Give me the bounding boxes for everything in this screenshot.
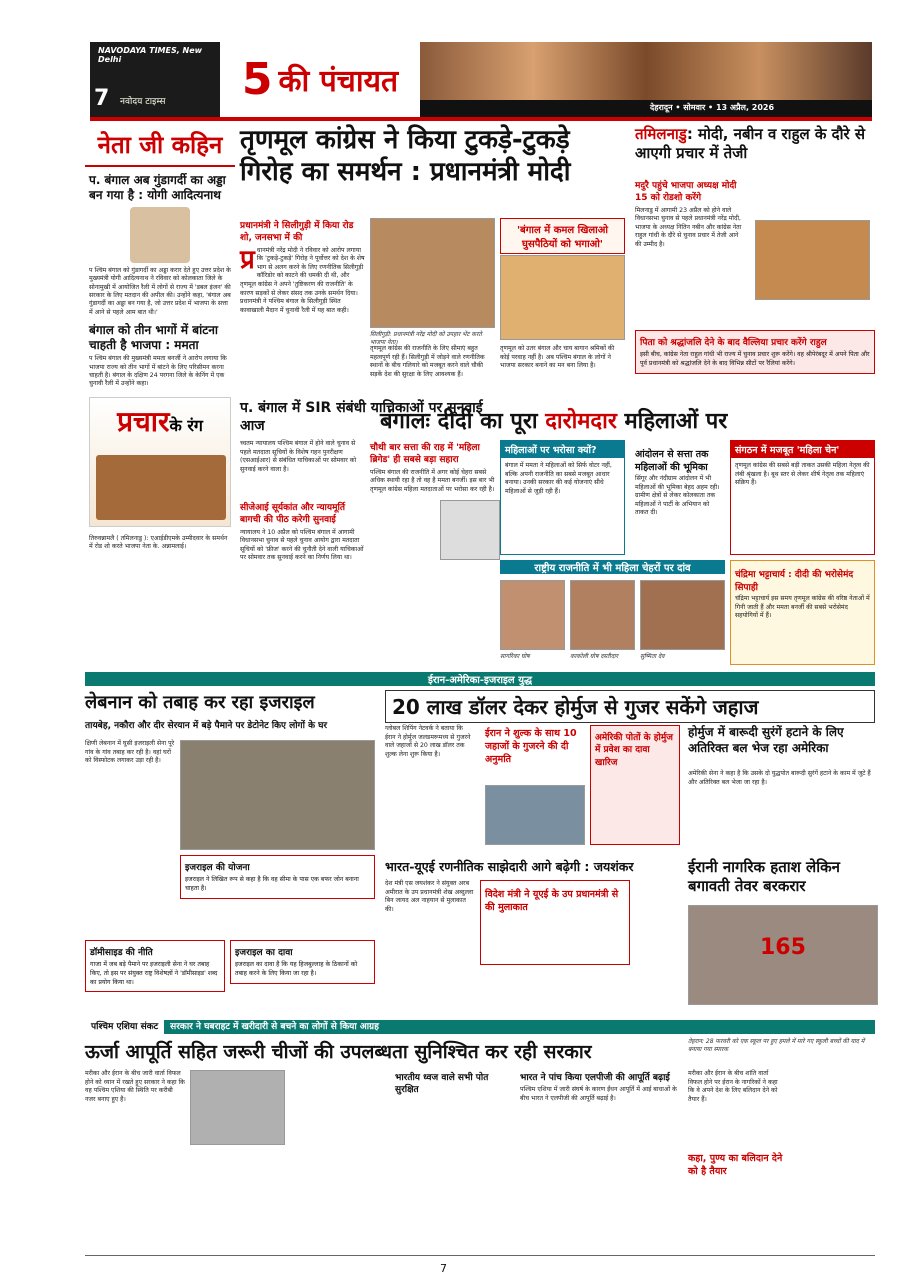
page-bottom-rule [85, 1255, 875, 1256]
dropcap: प्र [240, 244, 255, 275]
us-claim-title: अमेरिकी पोतों के होर्मुज में प्रवेश का दावा खारिज [595, 733, 673, 768]
box-chain-title: संगठन में मजबूत 'महिला चेन' [731, 441, 874, 458]
quote-box: 'बंगाल में कमल खिलाओ घुसपैठियों को भगाओ' [500, 218, 625, 254]
masthead-stripe [90, 117, 872, 121]
national-women-bar: राष्ट्रीय राजनीति में भी महिला चेहरों पर दांव [500, 560, 725, 574]
box-trust-title: महिलाओं पर भरोसा क्यों? [501, 441, 624, 458]
israel-plan-title: इजराइल की योजना [185, 863, 250, 873]
tamilnadu-subhead: मदुरै पहुंचे भाजपा अध्यक्ष मोदी 15 को रोडशो करेंगे [635, 181, 737, 204]
edition-date: देहरादून • सोमवार • 13 अप्रैल, 2026 [650, 103, 775, 112]
roadshow-photo [96, 455, 226, 520]
energy-col-3 [520, 1070, 685, 1104]
box-chain-text: तृणमूल कांग्रेस की सबसे बड़ी ताकत उसकी महिला नेतृत्व की लंबी श्रृंखला है। बूथ स्तर से लेकर शीर्ष नेतृत्व तक महिलाएं सक्रिय हैं। [735, 462, 870, 487]
section-title-number: 5 [241, 53, 273, 105]
bengal-headline-highlight: दारोमदार [545, 409, 617, 434]
masthead [90, 42, 872, 117]
bengal-headline-a: बंगालः दीदी का पूरा [380, 409, 546, 434]
israel-claim-title: इजराइल का दावा [235, 948, 293, 958]
jaishankar-box [480, 880, 630, 965]
quote-text: तृणमूल को उतर बंगाल और चाय बागान श्रमिकों की कोई परवाह नहीं है। अब पश्चिम बंगाल के लोगों ने भाजपा सरकार बनाने का मन बना लिया है। [500, 345, 615, 370]
masthead-photo-strip [420, 42, 872, 100]
box-trust-text: बंगाल में ममता ने महिलाओं को सिर्फ वोटर नहीं, बल्कि अपनी राजनीति का सबसे मजबूत आधार बनाया। उनकी सरकार की कई योजनाएं सीधे महिलाओं से जुड़ी रही हैं। [505, 462, 612, 495]
sir-subhead: सीजेआई सूर्यकांत और न्यायमूर्ति बागची की पीठ करेगी सुनवाई [240, 503, 345, 526]
paper-name: NAVODAYA TIMES, New Delhi [98, 46, 203, 64]
hormuz-subhead: ईरान ने शुल्क के साथ 10 जहाजों के गुजरने की दी अनुमति [485, 728, 577, 766]
main-col-2: तृणमूल कांग्रेस की राजनीति के लिए सीमाएं बहुत महत्वपूर्ण रही हैं। सिलीगुड़ी में जोड़ने वाले रणनीतिक स्थानों के बीच गलियारे को मजबूत करने वाले चौकी सड़कें देश की सुरक्षा के लिए आवश्यक हैं। [370, 345, 485, 378]
israel-claim-box [230, 940, 375, 984]
rahul-text: इसी बीच, कांग्रेस नेता राहुल गांधी भी राज्य में चुनाव प्रचार शुरू करेंगे। वह श्रीपेरंबदूर में अपने पिता और पूर्व प्रधानमंत्री को श्रद्धांजलि देने के बाद विभिन्न सीटों पर रैलियां करेंगे। [640, 351, 870, 367]
neta-ji-sidebar [85, 124, 235, 664]
mines-text: अमेरिकी सेना ने कहा है कि उसके दो युद्धपोत बारूदी सुरंगें हटाने के काम में जुटे हैं और अतिरिक्त बल भेजा जा रहा है। [688, 770, 871, 786]
chandrima-text: चंद्रिमा भट्टाचार्य इस समय तृणमूल कांग्रेस की वरिष्ठ नेताओं में गिनी जाती हैं और ममता बनर्जी की सबसे भरोसेमंद सहयोगियों में हैं। [735, 595, 870, 620]
india-uae-text: देश मंत्री एस जयशंकर ने संयुक्त अरब अमीरात के उप प्रधानमंत्री शेख अब्दुल्ला बिन जायद अल नाहयान से मुलाकात की। [385, 880, 474, 913]
lebanon-photo [180, 740, 375, 850]
leaders-photo [755, 220, 870, 300]
newspaper-page [20, 0, 889, 1286]
name-sagarika: सागरिका घोष [500, 653, 530, 660]
sidebar-text-2: प श्चिम बंगाल की मुख्यमंत्री ममता बनर्जी ने आरोप लगाया कि भाजपा राज्य को तीन भागों में बांटने के लिए परिसीमन करना चाहती है। बंगाल के दक्षिण 24 परगना जिले के केनिंग में एक चुनावी रैली में उन्होंने कहा। [89, 355, 227, 388]
sidebar-heading: नेता जी कहिन [85, 124, 235, 167]
prachar-caption: तिरुवन्नामलै ( तमिलनाडु ): एआईडीएमके उम्मीदवार के समर्थन में रोड शो करते भाजपा नेता के. अन्नामलाई। [89, 534, 228, 550]
israel-plan-text: इजराइल ने लिखित रूप से कहा है कि वह सीमा के पास एक बफर जोन बनाना चाहता है। [185, 876, 359, 892]
name-kakoli: काकोली घोष दस्तीदार [570, 653, 619, 660]
israel-claim-text: इजराइल का दावा है कि यह हिजबुल्लाह के ठिकानों को तबाह करने के लिए किया जा रहा है। [235, 961, 358, 977]
bengal-headline [380, 405, 880, 435]
tamilnadu-headline [635, 125, 880, 163]
lpg-subhead: भारत ने पांच किया एलपीजी की आपूर्ति बढ़ाई [520, 1073, 670, 1083]
folio: 7 [440, 1262, 447, 1275]
bottom-bar [85, 1020, 875, 1034]
bengal-text-1: पश्चिम बंगाल की राजनीति में अगर कोई चेहरा सबसे अधिक स्थायी रहा है तो वह है ममता बनर्जी। इस बार भी तृणमूल कांग्रेस महिला मतदाताओं पर भरोसा कर रही है। [370, 468, 495, 493]
quote-photo [500, 255, 625, 340]
bengal-headline-c: महिलाओं पर [616, 409, 728, 434]
kakoli-photo [570, 580, 635, 650]
lpg-text: पश्चिम एशिया में जारी संघर्ष के कारण ईंधन आपूर्ति में आई बाधाओं के बीच भारत ने एलपीजी की आपूर्ति बढ़ाई है। [520, 1086, 677, 1102]
chandrima-box [730, 560, 875, 665]
tamilnadu-text: मिलनाडु में आगामी 23 अप्रैल को होने वाले विधानसभा चुनाव से पहले प्रधानमंत्री नरेंद्र मोदी, भाजपा के अध्यक्ष नितिन नबीन और कांग्रेस नेता राहुल गांधी के दौरे से चुनाव प्रचार में तेजी आने की उम्मीद है। [635, 206, 742, 248]
sidebar-headline-2: बंगाल को तीन भागों में बांटना चाहती है भाजपा : ममता [89, 323, 219, 353]
hormuz-headline: 20 लाख डॉलर देकर होर्मुज से गुजर सकेंगे जहाज [385, 690, 875, 723]
war-section-bar: ईरान-अमेरिका-इजराइल युद्ध [85, 672, 875, 686]
name-sushmita: सुष्मिता देव [640, 653, 665, 660]
sir-sub-block [240, 500, 365, 563]
main-col-1 [240, 218, 365, 315]
tehran-caption: तेहरान: 28 फरवरी को एक स्कूल पर हुए हमले में मारे गए स्कूली बच्चों की याद में बनाया गया स्मारक [688, 1038, 865, 1053]
sir-headline: प. बंगाल में SIR संबंधी याचिकाओं पर सुनवाई आज [240, 400, 483, 434]
box-role [630, 440, 725, 555]
lebanon-text: क्षिणी लेबनान में घुसी इजराइली सेना पूरे गांव के गांव तबाह कर रही है। वहां घरों को विस्फोटक लगाकर उड़ा रही है। [85, 740, 175, 765]
modi-roadshow-photo [370, 218, 495, 328]
modi-photo-caption: सिलीगुड़ी: प्रधानमंत्री नरेंद्र मोदी को उपहार भेंट करते भाजपा नेता। [370, 331, 482, 346]
iran-sacrifice-text: मरीका और ईरान के बीच शांति वार्ता विफल होने पर ईरान के नागरिकों ने कहा कि वे अपने देश के लिए बलिदान देने को तैयार हैं। [688, 1070, 778, 1103]
box-role-text: सिंगूर और नंदीग्राम आंदोलन में भी महिलाओं की भूमिका बेहद अहम रही। ग्रामीण क्षेत्रों से लेकर कोलकाता तक महिलाओं ने पार्टी के अभियान को ताकत दी। [635, 475, 720, 517]
fuel-photo [190, 1070, 285, 1145]
main-col-1-text: धानमंत्री नरेंद्र मोदी ने रविवार को आरोप लगाया कि 'टुकड़े-टुकड़े' गिरोह ने पूर्वोत्तर को देश के शेष भाग से अलग करने के लिए रणनीतिक सिलीगुड़ी कॉरिडोर को काटने की धमकी दी थी, और तृणमूल कांग्रेस ने अपने 'तुष्टिकरण की राजनीति' के कारण सड़कों से लेकर संसद तक उनके समर्थन दिया। प्रधानमंत्री ने पश्चिम बंगाल के सिलीगुड़ी स्थित कावाखाली मैदान में चुनावी रैली में यह बात कही। [240, 246, 365, 314]
ships-safe-subhead: भारतीय ध्वज वाले सभी पोत सुरक्षित [395, 1073, 489, 1096]
masthead-left [90, 42, 220, 117]
rahul-box [635, 330, 875, 374]
page-number: 7 [94, 86, 110, 111]
mines-headline: होर्मुज में बारूदी सुरंगें हटाने के लिए अतिरिक्त बल भेज रहा अमेरिका [688, 725, 844, 755]
iran-sacrifice-box [688, 1150, 783, 1180]
iran-sacrifice-col [688, 1070, 778, 1104]
yogi-photo [130, 207, 190, 263]
sir-text-2: न्यायालय ने 10 अप्रैल को पश्चिम बंगाल में आगामी विधानसभा चुनाव से पहले चुनाव आयोग द्वारा मतदाता सूचियों को 'फ्रीज' करने की चुनौती देने वाली याचिकाओं पर सोमवार तक सुनवाई करने का निर्णय लिया था। [240, 528, 364, 562]
jaishankar-title: विदेश मंत्री ने यूएई के उप प्रधानमंत्री से की मुलाकात [485, 889, 619, 913]
tamilnadu-col [635, 178, 745, 250]
israel-plan-box [180, 855, 375, 899]
domicide-title: डॉमीसाइड की नीति [90, 948, 153, 958]
prachar-title [90, 398, 230, 440]
prachar-title-word: प्रचार [117, 404, 170, 438]
domicide-box [85, 940, 225, 992]
box-role-title: आंदोलन से सत्ता तक महिलाओं की भूमिका [635, 449, 709, 473]
tamilnadu-tag: तमिलनाडु [635, 125, 687, 143]
us-claim-box [590, 725, 680, 845]
bengal-subhead: चौथी बार सत्ता की राह में 'महिला ब्रिगेड' ही सबसे बड़ा सहारा [370, 443, 480, 466]
lebanon-headline: लेबनान को तबाह कर रहा इजराइल [85, 692, 315, 713]
sir-text: च्चतम न्यायालय पश्चिम बंगाल में होने वाले चुनाव से पहले मतदाता सूचियों के विशेष गहन पुनरीक्षण (एसआईआर) से संबंधित याचिकाओं पर सोमवार को सुनवाई करने वाला है। [240, 440, 357, 473]
india-uae-headline: भारत-यूएई रणनीतिक साझेदारी आगे बढ़ेगी : जयशंकर [385, 859, 634, 874]
mamata-photo [440, 500, 500, 560]
section-title [220, 42, 420, 117]
sushmita-photo [640, 580, 725, 650]
tamilnadu-headline-text: : मोदी, नबीन व राहुल के दौरे से आएगी प्रचार में तेजी [635, 125, 866, 162]
sidebar-text-1: प श्चिम बंगाल को गुंडागर्दी का अड्डा करार देते हुए उत्तर प्रदेश के मुख्यमंत्री योगी आदित्यनाथ ने रविवार को कोलकाता जिले के सोनामुखी में आयोजित रैली में लोगों से राज्य में 'डबल इंजन' की सरकार के लिए मतदान की अपील की। उन्होंने कहा, 'बंगाल अब गुंडागर्दी का अड्डा बन गया है, जो उत्तर प्रदेश में भाजपा के सत्ता में आने से पहले आम बात थी।' [89, 267, 231, 316]
paper-name-hindi: नवोदय टाइम्स [120, 97, 166, 107]
sagarika-photo [500, 580, 565, 650]
energy-text-1: मरीका और ईरान के बीच जारी वार्ता विफल होने को ध्यान में रखते हुए सरकार ने कहा कि वह पश्चिम एशिया की स्थिति पर करीबी नजर बनाए हुए है। [85, 1070, 185, 1103]
main-subhead: प्रधानमंत्री ने सिलीगुड़ी में किया रोड शो, जनसभा में की [240, 221, 354, 244]
ship-photo [485, 785, 585, 845]
memorial-number: 165 [760, 935, 806, 960]
iran-citizens-headline: ईरानी नागरिक हताश लेकिन बगावती तेवर बरकरार [688, 858, 840, 895]
domicide-text: गाजा में जब बड़े पैमाने पर इजराइली सेना ने घर तबाह किए, तो इस पर संयुक्त राष्ट्र विशेषज्ञों ने 'डॉमीसाइड' शब्द का प्रयोग किया था। [90, 961, 218, 986]
iran-sacrifice-subhead: कहा, पुण्य का बलिदान देने को है तैयार [688, 1153, 783, 1178]
rahul-subhead: पिता को श्रद्धांजलि देने के बाद वैल्लिया प्रचार करेंगे राहुल [640, 338, 827, 348]
box-trust [500, 440, 625, 555]
sidebar-headline-1: प. बंगाल अब गुंडागर्दी का अड्डा बन गया है : योगी आदित्यनाथ [89, 173, 226, 202]
hormuz-text: ग्लोबल शिपिंग नेटवर्क ने बताया कि ईरान ने होर्मुज जलडमरूमध्य से गुजरने वाले जहाजों से 20 लाख डॉलर तक शुल्क लेना शुरू किया है। [385, 725, 471, 758]
energy-col-2 [395, 1070, 515, 1099]
hormuz-sub-block [485, 725, 585, 768]
lebanon-subhead: तायबेह, नकौरा और दीर सेरयान में बड़े पैमाने पर डेटोनेट किए लोगों के घर [85, 721, 328, 731]
energy-headline: ऊर्जा आपूर्ति सहित जरूरी चीजों की उपलब्धता सुनिश्चित कर रही सरकार [85, 1041, 592, 1063]
chandrima-title: चंद्रिमा भट्टाचार्य : दीदी की भरोसेमंद सिपाही [735, 570, 854, 593]
prachar-box [89, 397, 231, 527]
bottom-bar-text: सरकार ने घबराहट में खरीदारी से बचने का लोगों से किया आग्रह [170, 1022, 379, 1032]
main-headline: तृणमूल कांग्रेस ने किया टुकड़े-टुकड़े गिरोह का समर्थन : प्रधानमंत्री मोदी [240, 125, 571, 187]
bottom-tag: पश्चिम एशिया संकट [85, 1020, 164, 1034]
prachar-title-suffix: के रंग [169, 415, 203, 435]
box-chain [730, 440, 875, 555]
bengal-col-1 [370, 440, 495, 494]
section-title-text: की पंचायत [278, 64, 399, 99]
